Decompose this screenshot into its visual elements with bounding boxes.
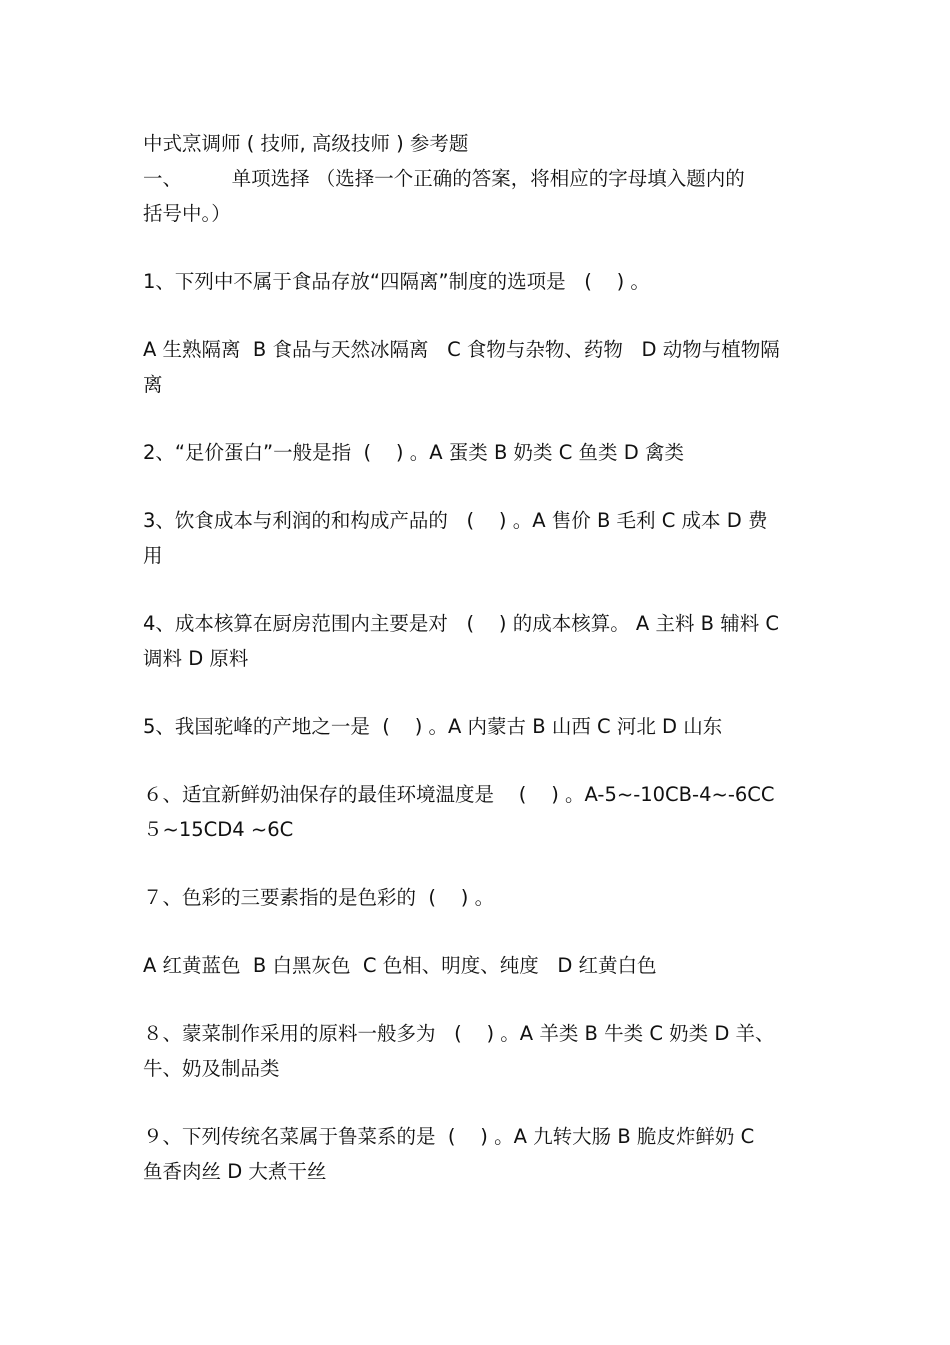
- question-1-options-line-2: 离: [143, 373, 163, 396]
- document-title: 中式烹调师 ( 技师, 高级技师 ) 参考题: [143, 132, 469, 155]
- question-1-text: 1、下列中不属于食品存放“四隔离”制度的选项是 ( ) 。: [143, 270, 650, 293]
- question-5-text: 5、我国驼峰的产地之一是 ( ) 。A 内蒙古 B 山西 C 河北 D 山东: [143, 715, 723, 738]
- question-3-line-2: 用: [143, 544, 163, 567]
- question-8-line-1: ８、蒙菜制作采用的原料一般多为 ( ) 。A 羊类 B 牛类 C 奶类 D 羊、: [143, 1022, 775, 1045]
- section-heading-line-1: 一、 单项选择 （选择一个正确的答案，将相应的字母填入题内的: [143, 167, 745, 190]
- document-body: [143, 126, 823, 1189]
- question-9-line-2: 鱼香肉丝 D 大煮干丝: [143, 1160, 327, 1183]
- question-6-line-2: ５~15CD4 ~6C: [143, 818, 294, 841]
- question-9-line-1: ９、下列传统名菜属于鲁菜系的是 ( ) 。A 九转大肠 B 脆皮炸鲜奶 C: [143, 1125, 755, 1148]
- question-7-options: A 红黄蓝色 B 白黑灰色 C 色相、明度、纯度 D 红黄白色: [143, 954, 657, 977]
- section-heading-line-2: 括号中。）: [143, 202, 231, 225]
- question-7-text: ７、色彩的三要素指的是色彩的 ( ) 。: [143, 886, 495, 909]
- question-8-line-2: 牛、奶及制品类: [143, 1057, 280, 1080]
- question-1-options-line-1: A 生熟隔离 B 食品与天然冰隔离 C 食物与杂物、药物 D 动物与植物隔: [143, 338, 780, 361]
- question-6-line-1: ６、适宜新鲜奶油保存的最佳环境温度是 ( ) 。A-5~-10CB-4~-6CC: [143, 783, 775, 806]
- question-4-line-2: 调料 D 原料: [143, 647, 249, 670]
- question-2-text: 2、“足价蛋白”一般是指 ( ) 。A 蛋类 B 奶类 C 鱼类 D 禽类: [143, 441, 684, 464]
- question-3-line-1: 3、饮食成本与利润的和构成产品的 ( ) 。A 售价 B 毛利 C 成本 D 费: [143, 509, 768, 532]
- question-4-line-1: 4、成本核算在厨房范围内主要是对 ( ) 的成本核算。 A 主料 B 辅料 C: [143, 612, 780, 635]
